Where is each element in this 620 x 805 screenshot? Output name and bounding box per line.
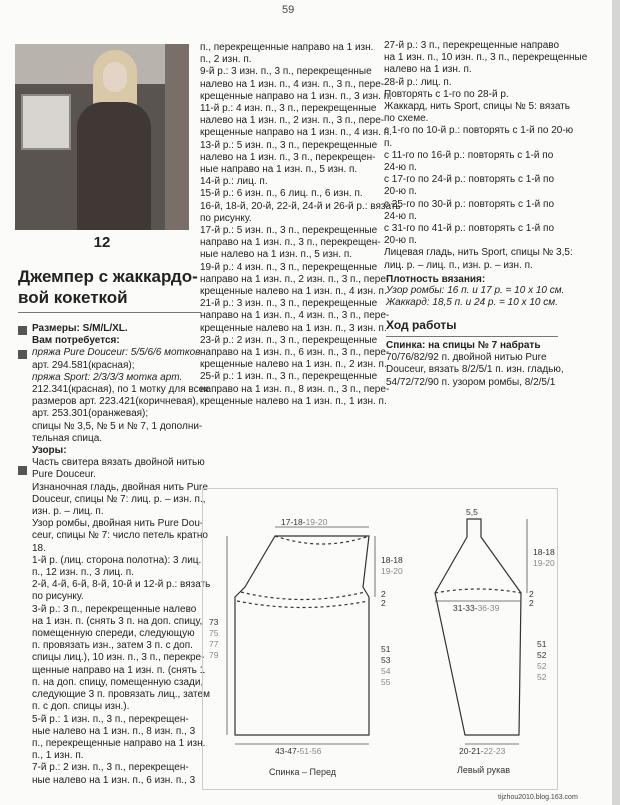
density-title: Плотность вязания: [386, 274, 486, 285]
left-column-text [32, 323, 210, 787]
back-yoke-line-b [237, 601, 368, 608]
text-line: по рисунку. [32, 591, 84, 603]
schematic-drawing [203, 489, 557, 789]
page-edge-shadow [612, 0, 620, 805]
text-line: 28-й р.: лиц. п. [384, 76, 452, 88]
text-line: ные направо на 1 изн. п., 5 изн. п. [200, 164, 358, 176]
text-line: тельная спица. [32, 432, 103, 444]
text-line: с 1-го по 10-й р.: повторять с 1-й по 20-ю [384, 125, 574, 137]
text-line: направо на 1 изн. п., 8 изн. п., 3 п., пере- [200, 383, 390, 395]
text-line: щенные направо на 1 изн. п. (снять 1 [32, 664, 206, 676]
sleeve-caption: Левый рукав [457, 765, 511, 775]
footer-url: tijzhou2010.blog.163.com [498, 794, 578, 801]
sleeve-cap-line [435, 589, 521, 593]
text-line: с 17-го по 24-й р.: повторять с 1-й по [384, 174, 555, 186]
work-text [386, 340, 564, 389]
text-line: направо на 1 изн. п., 3 п., перекрещен- [200, 237, 381, 249]
page-number: 59 [282, 4, 295, 16]
text-line: арт. 253.301(оранжевая); [32, 408, 149, 420]
text-line: 20-ю п. [384, 235, 417, 247]
pattern-number: 12 [93, 234, 111, 251]
text-line: помещенную спереди, следующую [32, 628, 195, 640]
text-line: налево на 1 изн. п. [384, 64, 472, 76]
text-line: Pure Douceur. [32, 469, 96, 481]
text-line: 21-й р.: 3 изн. п., 3 п., перекрещенные [200, 298, 378, 310]
text-line: п., 1 изн. п. [32, 750, 84, 762]
schematic-diagram [202, 488, 558, 790]
text-line: 24-ю п. [384, 162, 417, 174]
text-line: ные налево на 1 изн. п., 8 изн. п., 3 [32, 725, 196, 737]
text-line: направо на 1 изн. п., 2 изн. п., 3 п., пере- [200, 273, 390, 285]
text-line: 9-й р.: 3 изн. п., 3 п., перекрещенные [200, 66, 372, 78]
text-line: налево на 1 изн. п., 4 изн. п., 3 п., пере- [200, 78, 385, 90]
text-line: крещенные направо на 1 изн. п., 4 изн. п. [200, 127, 392, 139]
photo-model-face [103, 62, 127, 92]
text-line: 17-й р.: 5 изн. п., 3 п., перекрещенные [200, 225, 378, 237]
title-rule [18, 312, 201, 313]
text-line: по рисунку. [200, 212, 252, 224]
text-line: 16-й, 18-й, 20-й, 22-й, 24-й и 26-й р.: вязать [200, 200, 401, 212]
sleeve-bottom-width: 20-21-22-23 [459, 746, 506, 756]
text-line: 23-й р.: 2 изн. п., 3 п., перекрещенные [200, 334, 378, 346]
back-body-height: 51 53 54 55 [381, 644, 391, 687]
text-line: спицы лиц.), 10 изн. п., 3 п., перекре- [32, 652, 205, 664]
text-line: п. с доп. спицы изн.). [32, 701, 130, 713]
work-rule [386, 336, 558, 337]
text-line: Размеры: S/M/L/XL. [32, 323, 128, 334]
text-line: 54/72/72/90 п. узором ромбы, 8/2/5/1 [386, 376, 556, 388]
sleeve-width: 31-33-36-39 [453, 603, 500, 613]
text-line: Жаккард, нить Sport, спицы № 5: вязать [384, 101, 570, 113]
text-line: п., 12 изн. п., 3 лиц. п. [32, 567, 134, 579]
back-yoke-height: 18-18 19-20 [381, 555, 403, 576]
text-line: 5-й р.: 1 изн. п., 3 п., перекрещен- [32, 713, 189, 725]
text-line: арт. 294.581(красная); [32, 359, 135, 371]
text-line: крещенные налево на 1 изн. п., 3 изн. п. [200, 322, 387, 334]
text-line: 14-й р.: лиц. п. [200, 176, 268, 188]
text-line: крещенные направо на 1 изн. п., 3 изн. п. [200, 90, 392, 102]
text-line: следующие 3 п. провязать лиц., затем [32, 689, 210, 701]
text-line: пряжа Pure Douceur: 5/5/6/6 мотков [32, 347, 201, 359]
back-outline [235, 536, 369, 735]
text-line: п., перекрещенные направо на 1 изн. [200, 42, 374, 53]
pattern-title: Джемпер с жаккардо- вой кокеткой [18, 267, 198, 307]
bullet-sizes [18, 326, 27, 335]
text-line: 18. [32, 542, 46, 554]
right-column-text [384, 40, 587, 272]
text-line: крещенные налево на 1 изн. п., 2 изн. п. [200, 359, 387, 371]
text-line: 212.341(красная), по 1 мотку для всех [32, 384, 209, 396]
text-line: пряжа Sport: 2/3/3/3 мотка арт. [32, 371, 183, 383]
photo-curtain [165, 44, 189, 230]
text-line: 11-й р.: 4 изн. п., 3 п., перекрещенные [200, 103, 377, 115]
text-line: 20-ю п. [384, 186, 417, 198]
density-rhombus: Узор ромбы: 16 п. и 17 р. = 10 x 10 см. [386, 285, 565, 296]
text-line: 70/76/82/92 п. двойной нитью Pure [386, 352, 547, 364]
text-line: по схеме. [384, 113, 429, 125]
text-line: налево на 1 изн. п., 2 изн. п., 3 п., пере- [200, 115, 385, 127]
text-line: ные налево на 1 изн. п., 6 изн. п., 3 [32, 774, 196, 786]
text-line: Часть свитера вязать двойной нитью [32, 457, 205, 469]
bullet-materials [18, 350, 27, 359]
text-line: п., 2 изн. п. [200, 54, 252, 66]
text-line: крещенные налево на 1 изн. п., 1 изн. п. [200, 395, 387, 407]
photo-window [21, 94, 71, 150]
text-line: 25-й р.: 1 изн. п., 3 п., перекрещенные [200, 371, 378, 383]
back-two-b: 2 [381, 598, 386, 608]
text-line: 27-й р.: 3 п., перекрещенные направо [384, 40, 560, 51]
text-line: п. [384, 137, 393, 149]
text-line: крещенные налево на 1 изн. п., 4 изн. п. [200, 286, 387, 298]
back-yoke-line-a [241, 592, 365, 600]
density-jacquard: Жаккард: 18,5 п. и 24 р. = 10 x 10 см. [386, 297, 558, 308]
text-line: 7-й р.: 2 изн. п., 3 п., перекрещен- [32, 762, 189, 774]
back-two-a: 2 [381, 589, 386, 599]
text-line: п. провязать изн., затем 3 п. с доп. [32, 640, 193, 652]
back-top-width: 17-18-19-20 [281, 517, 328, 527]
text-line: Изнаночная гладь, двойная нить Pure [32, 481, 208, 493]
sleeve-yoke-height: 18-18 19-20 [533, 547, 555, 568]
photo-model-sweater [77, 102, 151, 230]
text-line: с 31-го по 41-й р.: повторять с 1-й по [384, 223, 555, 235]
sleeve-body-height: 51 52 52 52 [537, 639, 547, 682]
sleeve-outline [435, 519, 521, 735]
text-line: на 1 изн. п. (снять 3 п. на доп. спицу, [32, 615, 203, 627]
bullet-patterns [18, 466, 27, 475]
back-total-height: 73 75 77 79 [209, 617, 219, 660]
text-line: направо на 1 изн. п., 6 изн. п., 3 п., пере- [200, 347, 390, 359]
text-line: Douceur, спицы № 7: лиц. р. – изн. п., [32, 493, 206, 505]
text-line: п. на доп. спицу, помещенную сзади, [32, 676, 204, 688]
model-photo [15, 44, 189, 230]
back-bottom-width: 43-47-51-56 [275, 746, 322, 756]
work-title: Ход работы [386, 318, 457, 332]
text-line: размеров арт. 223.421(коричневая), [32, 396, 199, 408]
text-line: 15-й р.: 6 изн. п., 6 лиц. п., 6 изн. п. [200, 188, 363, 200]
back-neck [275, 536, 369, 544]
text-line: Повторять с 1-го по 28-й р. [384, 88, 509, 100]
text-line: спицы № 3,5, № 5 и № 7, 1 дополни- [32, 420, 203, 432]
sleeve-two-a: 2 [529, 589, 534, 599]
text-line: на 1 изн. п., 10 изн. п., 3 п., перекрещенные [384, 52, 588, 64]
sleeve-top-width: 5,5 [466, 507, 478, 517]
text-line: Вам потребуется: [32, 335, 120, 347]
middle-column-text [200, 42, 401, 408]
text-line: с 25-го по 30-й р.: повторять с 1-й по [384, 198, 555, 210]
text-line: ные налево на 1 изн. п., 5 изн. п. [200, 249, 353, 261]
text-line: 3-й р.: 3 п., перекрещенные налево [32, 603, 197, 615]
text-line: Узор ромбы, двойная нить Pure Dou- [32, 518, 204, 530]
text-line: 13-й р.: 5 изн. п., 3 п., перекрещенные [200, 139, 378, 151]
text-line: налево на 1 изн. п., 3 п., перекрещен- [200, 151, 376, 163]
text-line: Лицевая гладь, нить Sport, спицы № 3,5: [384, 247, 573, 259]
back-caption: Спинка – Перед [269, 767, 337, 777]
text-line: Спинка: на спицы № 7 набрать [386, 340, 541, 351]
sleeve-two-b: 2 [529, 598, 534, 608]
text-line: изн. р. – лиц. п. [32, 506, 104, 518]
text-line: лиц. р. – лиц. п., изн. р. – изн. п. [384, 259, 533, 271]
text-line: ceur, спицы № 7: число петель кратно [32, 530, 208, 542]
text-line: направо на 1 изн. п., 4 изн. п., 3 п., пере- [200, 310, 390, 322]
text-line: 19-й р.: 4 изн. п., 3 п., перекрещенные [200, 261, 378, 273]
text-line: Douceur, вязать 8/2/5/1 п. изн. гладью, [386, 364, 564, 376]
text-line: 2-й, 4-й, 6-й, 8-й, 10-й и 12-й р.: вязать [32, 579, 211, 591]
text-line: 1-й р. (лиц. сторона полотна): 3 лиц. [32, 554, 202, 566]
text-line: п., перекрещенные направо на 1 изн. [32, 737, 206, 749]
text-line: Узоры: [32, 445, 67, 457]
text-line: 24-ю п. [384, 210, 417, 222]
text-line: с 11-го по 16-й р.: повторять с 1-й по [384, 149, 554, 161]
